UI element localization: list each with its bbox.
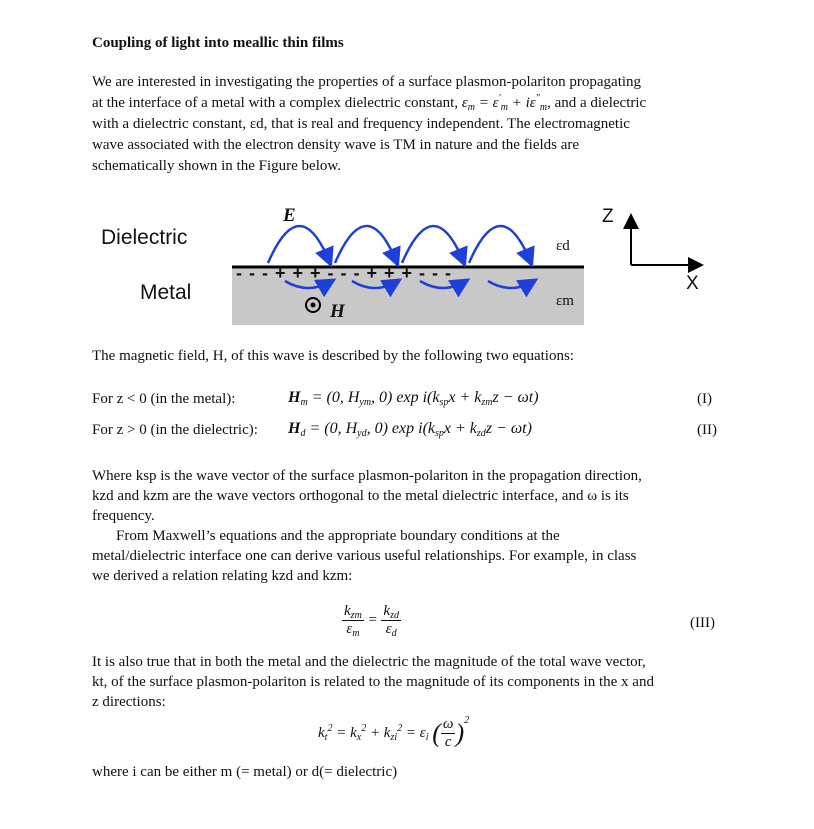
plasmon-figure: [0, 195, 814, 335]
where-paragraph: Where ksp is the wave vector of the surface plasmon-polariton in the propagation direction, kzd and kzm are the wave vectors orthogonal to the metal dielectric interface, and ω is its frequency. From Maxwell’s equations and the appropriate boundary conditions at the metal/dielectric interface one can derive various useful relationships. For example, in class we derived a relation relating kzd and kzm:: [92, 468, 642, 584]
h-field-label: H: [330, 301, 345, 322]
epsilon-m-formula: $\varepsilon_m = \varepsilon'_m + i\varepsilon''_m$: [461, 93, 548, 113]
intro-line-1: We are interested in investigating the properties of a surface plasmon-polariton propagating: [92, 74, 642, 90]
z-axis-label: Z: [602, 206, 614, 227]
axes-icon: [631, 217, 700, 265]
eq1-formula: $H_m = (0$, $H_{ym}$, 0) $\exp i(k_{sp}x + k_{zm}z - \omega t)$: [288, 389, 539, 408]
eps-m-label: εm: [556, 293, 574, 309]
eq3-tag: (III): [690, 615, 715, 631]
final-line: where i can be either m (= metal) or d(= dielectric): [92, 764, 398, 780]
e-field-label: E: [283, 205, 296, 226]
eq4-formula: $k_t^2 = k_x^2 + k_{zi}^2 = \varepsilon_i$ ( $\frac{\omega}{c}$ )$^2$: [318, 714, 470, 750]
eps-d-label: εd: [556, 238, 570, 254]
intro-line-4: wave associated with the electron density wave is TM in nature and the fields are: [92, 137, 580, 153]
eq2-condition: For z > 0 (in the dielectric):: [92, 422, 258, 438]
intro-line-3: with a dielectric constant, εd, that is real and frequency independent. The electromagnetic: [92, 116, 630, 132]
magnetic-intro: The magnetic field, H, of this wave is described by the following two equations:: [92, 348, 574, 364]
eq1-tag: (I): [697, 391, 712, 407]
e-field-arcs: [268, 226, 531, 263]
dielectric-label: Dielectric: [101, 226, 188, 249]
intro-paragraph: [92, 72, 732, 177]
charge-distribution: - - - + + + - - - + + + - - -: [236, 263, 453, 283]
metal-label: Metal: [140, 281, 192, 304]
x-axis-label: X: [686, 273, 699, 294]
eq3-formula: $\frac{k_{zm}}{\varepsilon_m}$ = $\frac{k_{zd}}{\varepsilon_d}$: [344, 603, 399, 639]
eq2-tag: (II): [697, 422, 717, 438]
intro-line-2: at the interface of a metal with a complex dielectric constant, $\varepsilon_m = \varepsilon'_m + i\varepsilon''_m$, and a dielectric: [92, 93, 647, 113]
page-title: Coupling of light into meallic thin films: [92, 35, 344, 51]
eq1-condition: For z < 0 (in the metal):: [92, 391, 236, 407]
eq2-formula: $H_d = (0$, $H_{yd}$, 0) $\exp i(k_{sp}x + k_{zd}z - \omega t)$: [288, 420, 532, 439]
total-paragraph: It is also true that in both the metal and the dielectric the magnitude of the total wave vector, kt, of the surface plasmon-polariton is related to the magnitude of its components in the x and z directions:: [92, 654, 654, 710]
intro-line-5: schematically shown in the Figure below.: [92, 158, 341, 174]
